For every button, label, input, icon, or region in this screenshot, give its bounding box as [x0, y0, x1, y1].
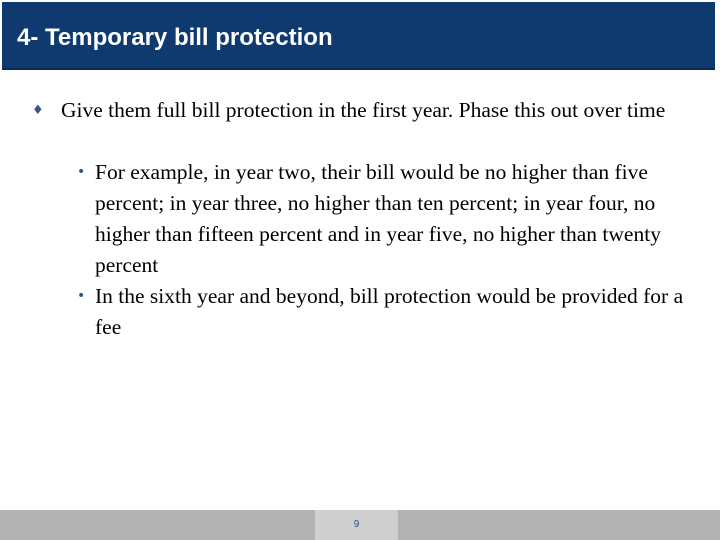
page-number: 9 — [353, 519, 360, 530]
sub-bullet-text: In the sixth year and beyond, bill protection would be provided for a fee — [95, 284, 684, 339]
bullet-item — [32, 95, 701, 126]
dot-bullet-icon: • — [77, 288, 86, 304]
dot-bullet-icon: • — [77, 164, 86, 180]
bullet-text: Give them full bill protection in the first year. Phase this out over time — [61, 98, 666, 122]
sub-bullet-text: For example, in year two, their bill would be no higher than five percent; in year three, no higher than ten percent; in year four, no higher than fifteen percent and in year five, no higher than twenty percent — [95, 160, 661, 277]
title-box — [2, 2, 715, 70]
diamond-bullet-icon: ♦ — [32, 103, 44, 118]
page-number-box — [315, 510, 398, 540]
sub-bullet-item — [77, 281, 700, 343]
footer-bar — [0, 510, 720, 540]
slide-title: 4- Temporary bill protection — [17, 24, 333, 51]
sub-bullet-item — [77, 157, 700, 281]
title-bar — [0, 0, 720, 72]
